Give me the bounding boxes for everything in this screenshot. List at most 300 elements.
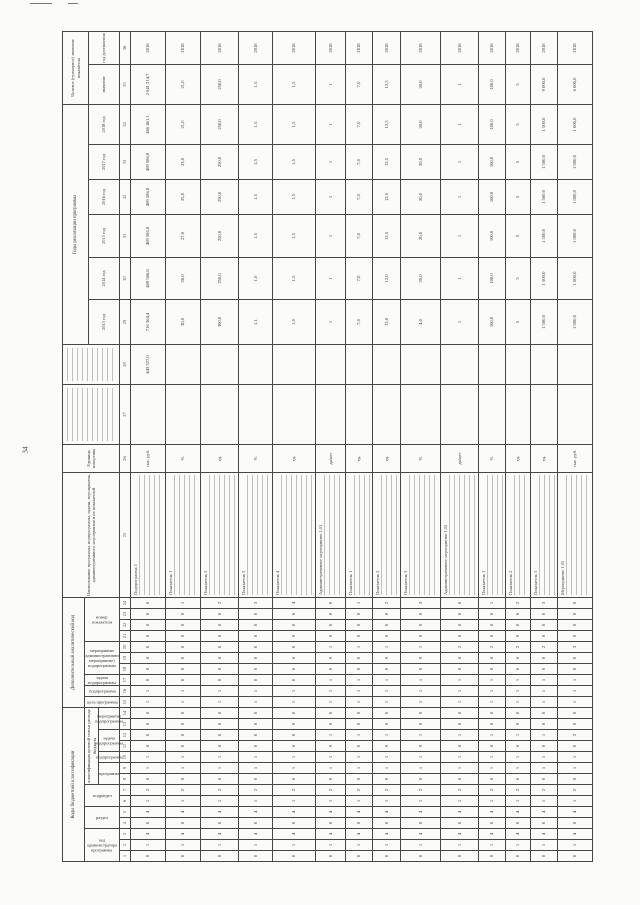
row-year-value-cell xyxy=(346,299,373,344)
header-years-group xyxy=(63,104,89,344)
code-digit: 4 xyxy=(541,832,547,836)
code-digit: 0 xyxy=(383,667,389,671)
code-digit: 0 xyxy=(216,733,222,737)
header-target-year xyxy=(89,31,120,64)
code-digit: 0 xyxy=(291,667,297,671)
row-year-value: 7,0 xyxy=(356,275,362,282)
row-target-value: 2 641 214,7 xyxy=(145,73,151,96)
code-digit: 0 xyxy=(291,733,297,737)
code-cell xyxy=(558,619,593,630)
code-cell xyxy=(131,740,166,751)
row-year-value-cell xyxy=(316,104,346,144)
row-target-value-cell xyxy=(373,64,401,104)
row-year-value: 20,0 xyxy=(417,274,423,283)
code-cell xyxy=(131,674,166,685)
code-digit: 0 xyxy=(180,634,186,638)
row-name-cell xyxy=(166,472,201,597)
code-cell xyxy=(239,718,273,729)
row-year-value-cell xyxy=(201,144,239,179)
row-column-27-cell xyxy=(479,384,506,444)
row-year-value: 1 xyxy=(327,234,333,238)
code-cell xyxy=(166,839,201,850)
header-add-event xyxy=(85,641,120,674)
code-cell xyxy=(373,597,401,608)
code-cell xyxy=(201,597,239,608)
code-cell xyxy=(239,751,273,762)
column-number xyxy=(120,850,131,861)
header-year xyxy=(89,299,120,344)
code-digit: 1 xyxy=(145,755,151,759)
code-digit: 1 xyxy=(489,733,495,737)
code-cell xyxy=(441,608,479,619)
code-digit: 1 xyxy=(356,755,362,759)
column-number-text: 1 xyxy=(122,854,128,858)
row-year-value: 466 461,1 xyxy=(145,115,151,134)
code-digit: 0 xyxy=(456,667,462,671)
header-program-goal xyxy=(85,696,120,707)
code-cell xyxy=(531,641,558,652)
code-cell xyxy=(531,839,558,850)
code-cell xyxy=(131,608,166,619)
row-year-value-cell xyxy=(346,104,373,144)
header-subsection xyxy=(85,784,120,806)
code-cell xyxy=(316,817,346,828)
code-digit: 1 xyxy=(180,689,186,693)
row-year-value-cell xyxy=(201,214,239,257)
row-name: Подпрограмма 1 xyxy=(132,564,138,595)
row-year-value: 1 xyxy=(327,320,333,324)
code-cell xyxy=(239,795,273,806)
row-target-year: 2018 xyxy=(291,43,297,53)
code-digit: 1 xyxy=(456,755,462,759)
row-year-value-cell xyxy=(531,257,558,299)
code-digit: 2 xyxy=(291,788,297,792)
code-cell xyxy=(373,795,401,806)
row-year-value: 1,5 xyxy=(252,159,258,165)
row-year-value-cell xyxy=(346,144,373,179)
code-cell xyxy=(558,828,593,839)
code-digit: 0 xyxy=(356,623,362,627)
column-number xyxy=(120,214,131,257)
illegible-text xyxy=(209,475,237,595)
row-year-value-cell xyxy=(441,214,479,257)
code-digit: 1 xyxy=(383,843,389,847)
row-year-value: 1 xyxy=(327,277,333,280)
row-year-value: 1 xyxy=(456,123,462,126)
header-target-value xyxy=(89,64,120,104)
illegible-text xyxy=(67,348,116,381)
row-year-value-cell xyxy=(558,299,593,344)
code-cell xyxy=(316,663,346,674)
code-cell xyxy=(506,850,531,861)
code-digit: 1 xyxy=(489,766,495,770)
code-digit: 1 xyxy=(417,678,423,682)
row-column-27-cell xyxy=(506,384,531,444)
code-cell xyxy=(273,619,316,630)
row-unit: ед. xyxy=(356,455,362,462)
code-digit: 1 xyxy=(327,799,333,803)
code-cell xyxy=(531,707,558,718)
code-digit: 1 xyxy=(489,799,495,803)
row-target-value-cell xyxy=(346,64,373,104)
code-cell xyxy=(531,817,558,828)
code-digit: 0 xyxy=(145,634,151,638)
illegible-text xyxy=(409,475,439,595)
row-unit-cell xyxy=(201,444,239,472)
column-number-text: 14 xyxy=(122,710,128,716)
row-unit: да/нет xyxy=(327,452,333,465)
code-digit: 0 xyxy=(572,612,578,616)
code-digit: 1 xyxy=(456,766,462,770)
code-cell xyxy=(166,828,201,839)
row-unit-cell xyxy=(558,444,593,472)
code-cell xyxy=(273,806,316,817)
code-digit: 1 xyxy=(515,700,521,704)
header-subprogram-task xyxy=(95,729,123,751)
code-digit: 1 xyxy=(291,799,297,803)
row-target-value: 7,0 xyxy=(356,81,362,88)
row-year-value-cell xyxy=(316,179,346,214)
column-number xyxy=(120,597,131,608)
code-digit: 0 xyxy=(216,612,222,616)
column-number xyxy=(120,784,131,795)
code-cell xyxy=(479,619,506,630)
column-number-text: 20 xyxy=(122,644,128,650)
code-digit: 4 xyxy=(489,832,495,836)
code-cell xyxy=(239,817,273,828)
code-cell xyxy=(441,597,479,608)
row-year-value-cell xyxy=(273,104,316,144)
row-name-cell xyxy=(273,472,316,597)
code-digit: 0 xyxy=(180,656,186,660)
code-cell xyxy=(373,641,401,652)
code-digit: 3 xyxy=(541,601,547,605)
code-digit: 0 xyxy=(383,821,389,825)
code-digit: 0 xyxy=(572,601,578,605)
code-cell xyxy=(239,784,273,795)
code-cell xyxy=(316,828,346,839)
code-digit: 1 xyxy=(572,766,578,770)
row-year-value: 1,5 xyxy=(291,159,297,165)
code-digit: 0 xyxy=(252,634,258,638)
code-cell xyxy=(373,806,401,817)
code-digit: 2 xyxy=(489,788,495,792)
code-cell xyxy=(373,828,401,839)
row-year-value-cell xyxy=(131,257,166,299)
row-target-year-cell xyxy=(506,31,531,64)
row-year-value: 25,0 xyxy=(180,192,186,202)
row-unit-cell xyxy=(166,444,201,472)
code-digit: 1 xyxy=(541,766,547,770)
column-number-text: 10 xyxy=(122,754,128,760)
code-digit: 0 xyxy=(541,656,547,660)
row-year-value: 1 xyxy=(456,195,462,199)
code-cell xyxy=(479,663,506,674)
code-cell xyxy=(131,641,166,652)
row-column-27-cell xyxy=(273,384,316,444)
row-year-value-cell xyxy=(239,299,273,344)
code-cell xyxy=(531,619,558,630)
code-cell xyxy=(166,685,201,696)
row-year-value: 250,0 xyxy=(216,191,222,203)
header-add-subprogram xyxy=(85,685,120,696)
column-number-text: 29 xyxy=(122,319,128,325)
code-cell xyxy=(441,630,479,641)
code-digit: 4 xyxy=(291,832,297,836)
code-cell xyxy=(506,619,531,630)
row-year-value: 100,0 xyxy=(489,273,495,284)
column-number-text: 11 xyxy=(122,743,128,749)
code-digit: 1 xyxy=(252,843,258,847)
column-number xyxy=(120,384,131,444)
code-cell xyxy=(201,828,239,839)
code-cell xyxy=(441,707,479,718)
row-target-year-cell xyxy=(316,31,346,64)
code-cell xyxy=(441,773,479,784)
code-digit: 1 xyxy=(515,843,521,847)
code-cell xyxy=(239,839,273,850)
code-cell xyxy=(479,828,506,839)
code-digit: 0 xyxy=(252,777,258,781)
row-target-value: 21,0 xyxy=(180,80,186,89)
code-digit: 0 xyxy=(383,777,389,781)
row-year-value-cell xyxy=(273,179,316,214)
row-target-year-cell xyxy=(479,31,506,64)
code-digit: 0 xyxy=(383,623,389,627)
code-cell xyxy=(346,795,373,806)
code-digit: 4 xyxy=(572,810,578,814)
row-name-cell xyxy=(346,472,373,597)
row-target-value: 1,5 xyxy=(252,81,258,88)
row-unit: % xyxy=(417,456,423,461)
code-cell xyxy=(558,806,593,817)
column-number xyxy=(120,674,131,685)
code-cell xyxy=(441,685,479,696)
row-year-value-cell xyxy=(166,299,201,344)
column-number-text: 23 xyxy=(122,611,128,617)
code-cell xyxy=(273,795,316,806)
code-cell xyxy=(506,707,531,718)
code-digit: 1 xyxy=(572,843,578,847)
row-year-value: 469 586,8 xyxy=(145,187,151,207)
code-digit: 1 xyxy=(515,689,521,693)
header-name-text: Наименование программы, подпрограммы, задачи, мероприятия, административного мероприятия и их показателей xyxy=(85,474,96,596)
row-unit: % xyxy=(489,456,495,461)
row-year-value-cell xyxy=(373,144,401,179)
code-cell xyxy=(401,663,441,674)
row-target-value-cell xyxy=(531,64,558,104)
code-cell xyxy=(316,652,346,663)
code-digit: 1 xyxy=(180,755,186,759)
header-add-subprogram-text: подпрограмма xyxy=(88,688,116,694)
code-digit: 0 xyxy=(145,612,151,616)
code-cell xyxy=(506,839,531,850)
row-year-value: 716 364,4 xyxy=(145,312,151,332)
code-cell xyxy=(346,630,373,641)
code-digit: 0 xyxy=(327,656,333,660)
code-digit: 1 xyxy=(356,689,362,693)
code-cell xyxy=(346,784,373,795)
code-digit: 0 xyxy=(327,601,333,605)
row-year-value: 100,0 xyxy=(489,191,495,203)
code-cell xyxy=(506,795,531,806)
code-digit: 2 xyxy=(383,601,389,605)
code-cell xyxy=(506,696,531,707)
code-cell xyxy=(441,828,479,839)
row-year-value-cell xyxy=(131,104,166,144)
row-year-value: 7,0 xyxy=(356,121,362,128)
code-cell xyxy=(373,773,401,784)
row-target-value-cell xyxy=(479,64,506,104)
row-year-value: 1,5 xyxy=(291,194,297,200)
code-digit: 0 xyxy=(489,612,495,616)
code-digit: 1 xyxy=(327,689,333,693)
code-digit: 0 xyxy=(145,678,151,682)
row-year-value: 28,0 xyxy=(180,274,186,283)
column-number-text: 17 xyxy=(122,677,128,683)
row-year-value-cell xyxy=(373,257,401,299)
code-cell xyxy=(401,740,441,751)
row-year-value-cell xyxy=(201,257,239,299)
row-year-value: 250,0 xyxy=(216,273,222,284)
code-cell xyxy=(346,729,373,740)
code-digit: 0 xyxy=(327,722,333,726)
row-year-value-cell xyxy=(239,144,273,179)
code-digit: 1 xyxy=(327,678,333,682)
code-cell xyxy=(131,729,166,740)
column-number-text: 30 xyxy=(122,276,128,281)
code-digit: 0 xyxy=(489,667,495,671)
code-cell xyxy=(531,652,558,663)
row-name-cell xyxy=(131,472,166,597)
header-unit-text: Единица измерения xyxy=(85,448,96,469)
row-name: Мероприятие 1.03 xyxy=(559,560,565,595)
code-digit: 0 xyxy=(417,623,423,627)
code-cell xyxy=(373,619,401,630)
illegible-text xyxy=(566,475,591,595)
row-name: Административное мероприятие 1.01 xyxy=(317,524,323,595)
code-cell xyxy=(531,630,558,641)
row-base-value: 443 527,0 xyxy=(145,355,151,374)
code-cell xyxy=(346,828,373,839)
code-cell xyxy=(273,707,316,718)
row-unit-cell xyxy=(373,444,401,472)
code-cell xyxy=(558,729,593,740)
code-cell xyxy=(479,773,506,784)
row-name-cell xyxy=(506,472,531,597)
code-digit: 0 xyxy=(515,634,521,638)
code-cell xyxy=(316,806,346,817)
code-digit: 1 xyxy=(180,799,186,803)
code-cell xyxy=(531,828,558,839)
code-cell xyxy=(506,663,531,674)
row-year-value-cell xyxy=(273,257,316,299)
code-cell xyxy=(558,817,593,828)
code-cell xyxy=(131,707,166,718)
code-cell xyxy=(479,839,506,850)
code-cell xyxy=(201,663,239,674)
code-digit: 1 xyxy=(456,843,462,847)
row-year-value-cell xyxy=(239,179,273,214)
row-target-value: 12,5 xyxy=(383,80,389,89)
row-target-value-cell xyxy=(441,64,479,104)
code-cell xyxy=(239,597,273,608)
code-digit: 0 xyxy=(417,711,423,715)
code-digit: 0 xyxy=(572,667,578,671)
code-cell xyxy=(373,630,401,641)
row-year-value: 1 500,0 xyxy=(541,315,547,329)
code-digit: 1 xyxy=(541,678,547,682)
column-number-text: 7 xyxy=(122,788,128,792)
code-digit: 4 xyxy=(180,810,186,814)
column-number-text: 18 xyxy=(122,666,128,672)
code-cell xyxy=(506,674,531,685)
code-digit: 0 xyxy=(252,854,258,858)
row-year-value: 1 xyxy=(456,234,462,238)
row-year-value: 1 000,0 xyxy=(572,155,578,169)
code-cell xyxy=(373,839,401,850)
code-digit: 2 xyxy=(383,788,389,792)
code-cell xyxy=(131,806,166,817)
row-year-value-cell xyxy=(401,299,441,344)
code-cell xyxy=(479,740,506,751)
header-column-28 xyxy=(63,344,120,384)
code-digit: 0 xyxy=(327,667,333,671)
code-digit: 2 xyxy=(216,788,222,792)
header-additional-code xyxy=(63,597,85,707)
code-cell xyxy=(441,696,479,707)
code-digit: 1 xyxy=(456,733,462,737)
row-year-value: 1,5 xyxy=(252,233,258,239)
code-digit: 0 xyxy=(383,656,389,660)
row-year-value-cell xyxy=(558,144,593,179)
code-cell xyxy=(201,619,239,630)
column-number xyxy=(120,641,131,652)
code-digit: 1 xyxy=(417,843,423,847)
column-number xyxy=(120,472,131,597)
row-year-value: 12,0 xyxy=(383,317,389,327)
row-year-value-cell xyxy=(506,144,531,179)
row-column-27-cell xyxy=(401,384,441,444)
code-cell xyxy=(131,784,166,795)
header-subsection-text: подраздел xyxy=(92,792,112,798)
code-digit: 0 xyxy=(145,777,151,781)
row-column-27-cell xyxy=(373,384,401,444)
row-target-year-cell xyxy=(346,31,373,64)
code-digit: 0 xyxy=(356,634,362,638)
row-name: Показатель 3 xyxy=(240,570,246,595)
code-cell xyxy=(316,839,346,850)
row-base-cell xyxy=(479,344,506,384)
code-digit: 0 xyxy=(515,744,521,748)
header-year-text: 2016 год xyxy=(101,189,107,205)
code-digit: 0 xyxy=(456,623,462,627)
code-cell xyxy=(531,850,558,861)
code-digit: 4 xyxy=(456,810,462,814)
code-digit: 0 xyxy=(180,777,186,781)
code-cell xyxy=(166,663,201,674)
row-year-value-cell xyxy=(166,144,201,179)
row-year-value-cell xyxy=(401,257,441,299)
row-target-value-cell xyxy=(506,64,531,104)
row-unit-cell xyxy=(441,444,479,472)
code-digit: 1 xyxy=(572,678,578,682)
header-year-text: 2018 год xyxy=(101,116,107,133)
code-digit: 2 xyxy=(572,733,578,737)
row-target-year: 2018 xyxy=(180,43,186,53)
header-year-text: 2015 год xyxy=(101,228,107,244)
code-digit: 0 xyxy=(489,854,495,858)
